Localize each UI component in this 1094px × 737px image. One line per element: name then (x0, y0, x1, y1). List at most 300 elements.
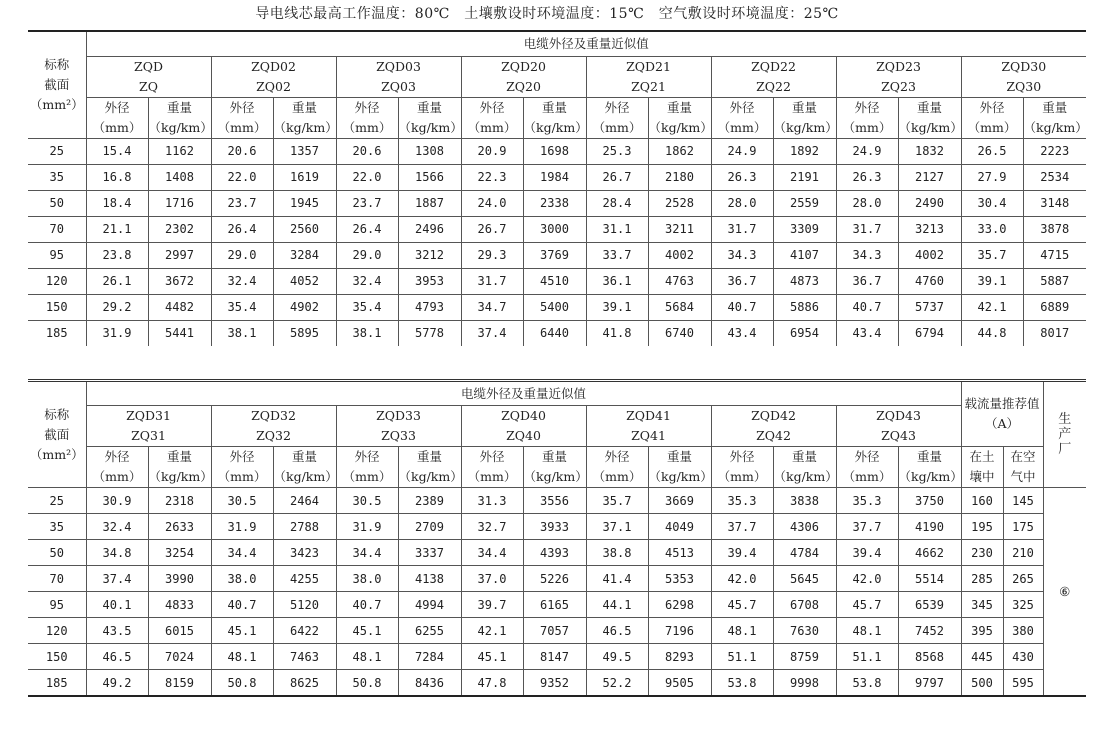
od-subheader (336, 97, 398, 138)
od-subheader-line: 外径 (479, 99, 505, 115)
weight-cell: 1357 (273, 138, 336, 164)
outer-diameter-cell: 32.7 (461, 514, 523, 540)
section-size-cell: 185 (28, 670, 86, 697)
weight-cell: 3990 (148, 566, 211, 592)
weight-cell: 4715 (1023, 242, 1086, 268)
soil-capacity-cell: 195 (961, 514, 1003, 540)
model-header-line: ZQD31 (126, 408, 171, 423)
weight-subheader-line: （kg/km） (148, 119, 213, 135)
outer-diameter-cell: 20.6 (211, 138, 273, 164)
model-header-line: ZQD03 (376, 58, 421, 74)
outer-diameter-cell: 31.3 (461, 488, 523, 514)
row-header-cell (28, 31, 86, 138)
section-size-cell: 70 (28, 216, 86, 242)
weight-subheader (648, 97, 711, 138)
weight-cell: 1887 (398, 190, 461, 216)
od-subheader (461, 447, 523, 488)
weight-cell: 2496 (398, 216, 461, 242)
weight-subheader-line: 重量 (541, 99, 567, 115)
model-header (711, 56, 836, 97)
weight-cell: 4306 (773, 514, 836, 540)
table-row (28, 670, 1086, 697)
outer-diameter-cell: 50.8 (336, 670, 398, 697)
model-header-line: ZQD22 (751, 58, 796, 74)
weight-subheader (273, 447, 336, 488)
outer-diameter-cell: 45.1 (336, 618, 398, 644)
od-subheader-line: （mm） (717, 469, 767, 484)
weight-cell: 5895 (273, 320, 336, 346)
weight-subheader-line: （kg/km） (273, 469, 338, 484)
weight-cell: 2389 (398, 488, 461, 514)
outer-diameter-cell: 27.9 (961, 164, 1023, 190)
weight-cell: 3672 (148, 268, 211, 294)
weight-cell: 3423 (273, 540, 336, 566)
outer-diameter-cell: 31.9 (336, 514, 398, 540)
row-header-line: 标称 (44, 56, 70, 72)
od-subheader-line: （mm） (217, 119, 267, 135)
od-subheader-line: 外径 (354, 99, 380, 115)
model-header-line: ZQD41 (626, 408, 671, 423)
section-size-cell: 150 (28, 644, 86, 670)
outer-diameter-cell: 45.7 (836, 592, 898, 618)
od-subheader (711, 447, 773, 488)
air-capacity-cell: 430 (1003, 644, 1043, 670)
weight-cell: 6165 (523, 592, 586, 618)
outer-diameter-cell: 38.1 (336, 320, 398, 346)
outer-diameter-cell: 26.3 (836, 164, 898, 190)
outer-diameter-cell: 40.7 (711, 294, 773, 320)
weight-cell: 1945 (273, 190, 336, 216)
weight-cell: 2788 (273, 514, 336, 540)
model-header (86, 406, 211, 447)
weight-cell: 3284 (273, 242, 336, 268)
outer-diameter-cell: 31.7 (836, 216, 898, 242)
weight-cell: 9505 (648, 670, 711, 697)
weight-cell: 1892 (773, 138, 836, 164)
outer-diameter-cell: 25.3 (586, 138, 648, 164)
model-header-line: ZQD30 (1001, 58, 1047, 74)
soil-capacity-header-line: 壤中 (969, 469, 995, 484)
weight-subheader (773, 447, 836, 488)
model-header-line: ZQ41 (631, 428, 666, 443)
weight-subheader-line: 重量 (166, 449, 192, 464)
soil-capacity-cell: 445 (961, 644, 1003, 670)
outer-diameter-cell: 45.7 (711, 592, 773, 618)
model-header-line: ZQD33 (376, 408, 421, 423)
od-subheader-line: 外径 (354, 449, 380, 464)
weight-cell: 1308 (398, 138, 461, 164)
model-header-line: ZQ43 (881, 428, 916, 443)
outer-diameter-cell: 29.2 (86, 294, 148, 320)
air-capacity-cell: 210 (1003, 540, 1043, 566)
model-header (836, 406, 961, 447)
weight-cell: 2997 (148, 242, 211, 268)
model-header (711, 406, 836, 447)
model-header-line: ZQ40 (506, 428, 541, 443)
od-subheader (336, 447, 398, 488)
weight-cell: 6794 (898, 320, 961, 346)
od-subheader (461, 97, 523, 138)
od-subheader-line: （mm） (217, 469, 267, 484)
outer-diameter-cell: 44.1 (586, 592, 648, 618)
outer-diameter-cell: 26.7 (461, 216, 523, 242)
model-header-line: ZQD32 (251, 408, 296, 423)
od-subheader-line: 外径 (229, 449, 255, 464)
weight-cell: 3556 (523, 488, 586, 514)
weight-cell: 8568 (898, 644, 961, 670)
section-size-cell: 185 (28, 320, 86, 346)
weight-cell: 8147 (523, 644, 586, 670)
weight-subheader-line: （kg/km） (148, 469, 213, 484)
table-row (28, 164, 1086, 190)
weight-subheader (398, 97, 461, 138)
section-size-cell: 25 (28, 488, 86, 514)
weight-subheader-line: 重量 (666, 99, 692, 115)
weight-cell: 7196 (648, 618, 711, 644)
od-subheader-line: 外径 (229, 99, 255, 115)
weight-subheader-line: 重量 (541, 449, 567, 464)
model-header (336, 56, 461, 97)
outer-diameter-cell: 22.0 (211, 164, 273, 190)
outer-diameter-cell: 34.3 (836, 242, 898, 268)
model-header-line: ZQD21 (626, 58, 671, 74)
weight-cell: 7284 (398, 644, 461, 670)
table-row (28, 268, 1086, 294)
outer-diameter-cell: 49.5 (586, 644, 648, 670)
weight-cell: 9998 (773, 670, 836, 697)
outer-diameter-cell: 41.8 (586, 320, 648, 346)
weight-cell: 4793 (398, 294, 461, 320)
weight-subheader-line: 重量 (917, 449, 943, 464)
soil-capacity-cell: 285 (961, 566, 1003, 592)
model-header-line: ZQ23 (881, 78, 916, 94)
od-subheader-line: （mm） (92, 469, 142, 484)
weight-cell: 6255 (398, 618, 461, 644)
weight-cell: 2559 (773, 190, 836, 216)
outer-diameter-cell: 31.9 (211, 514, 273, 540)
weight-cell: 5226 (523, 566, 586, 592)
model-header (336, 406, 461, 447)
weight-subheader (523, 447, 586, 488)
weight-cell: 2318 (148, 488, 211, 514)
weight-cell: 4833 (148, 592, 211, 618)
weight-cell: 6954 (773, 320, 836, 346)
od-subheader-line: 外径 (854, 449, 880, 464)
weight-cell: 1698 (523, 138, 586, 164)
row-header-line: 截面 (44, 426, 70, 442)
table-row (28, 566, 1086, 592)
model-header-line: ZQ20 (506, 78, 541, 94)
outer-diameter-cell: 45.1 (461, 644, 523, 670)
air-capacity-cell: 595 (1003, 670, 1043, 697)
weight-cell: 6015 (148, 618, 211, 644)
od-subheader (586, 447, 648, 488)
outer-diameter-cell: 37.7 (836, 514, 898, 540)
table-row (28, 320, 1086, 346)
weight-cell: 7452 (898, 618, 961, 644)
weight-cell: 6539 (898, 592, 961, 618)
outer-diameter-cell: 32.4 (211, 268, 273, 294)
outer-diameter-cell: 46.5 (586, 618, 648, 644)
weight-cell: 4482 (148, 294, 211, 320)
weight-cell: 2180 (648, 164, 711, 190)
model-header (211, 406, 336, 447)
outer-diameter-cell: 31.1 (586, 216, 648, 242)
weight-cell: 2223 (1023, 138, 1086, 164)
outer-diameter-cell: 51.1 (711, 644, 773, 670)
weight-cell: 6298 (648, 592, 711, 618)
outer-diameter-cell: 26.4 (211, 216, 273, 242)
weight-cell: 1862 (648, 138, 711, 164)
section-size-cell: 70 (28, 566, 86, 592)
weight-cell: 2490 (898, 190, 961, 216)
weight-cell: 5684 (648, 294, 711, 320)
model-header-line: ZQ31 (131, 428, 166, 443)
weight-cell: 4049 (648, 514, 711, 540)
outer-diameter-cell: 35.7 (586, 488, 648, 514)
weight-cell: 3878 (1023, 216, 1086, 242)
table-row (28, 488, 1086, 514)
weight-subheader-line: 重量 (291, 449, 317, 464)
air-capacity-cell: 380 (1003, 618, 1043, 644)
weight-subheader-line: （kg/km） (648, 469, 713, 484)
weight-subheader (648, 447, 711, 488)
air-capacity-cell: 145 (1003, 488, 1043, 514)
weight-subheader-line: 重量 (666, 449, 692, 464)
outer-diameter-cell: 33.7 (586, 242, 648, 268)
outer-diameter-cell: 36.1 (586, 268, 648, 294)
cable-table-1 (28, 30, 1086, 346)
weight-cell: 3337 (398, 540, 461, 566)
outer-diameter-cell: 22.0 (336, 164, 398, 190)
weight-cell: 6889 (1023, 294, 1086, 320)
weight-cell: 2633 (148, 514, 211, 540)
outer-diameter-cell: 28.0 (711, 190, 773, 216)
weight-cell: 4002 (898, 242, 961, 268)
weight-cell: 4763 (648, 268, 711, 294)
outer-diameter-cell: 39.4 (836, 540, 898, 566)
weight-subheader-line: （kg/km） (398, 119, 463, 135)
outer-diameter-cell: 36.7 (836, 268, 898, 294)
outer-diameter-cell: 23.7 (336, 190, 398, 216)
row-header-line: （mm²） (29, 446, 84, 462)
weight-subheader-line: （kg/km） (773, 119, 838, 135)
outer-diameter-cell: 30.4 (961, 190, 1023, 216)
outer-diameter-cell: 40.1 (86, 592, 148, 618)
od-subheader (836, 97, 898, 138)
manufacturer-header-char: 产 (1058, 427, 1072, 442)
model-header-line: ZQ02 (256, 78, 291, 94)
weight-subheader-line: （kg/km） (523, 119, 588, 135)
weight-cell: 2302 (148, 216, 211, 242)
model-header-line: ZQ30 (1006, 78, 1042, 94)
outer-diameter-cell: 31.7 (711, 216, 773, 242)
weight-subheader-line: 重量 (916, 99, 942, 115)
outer-diameter-cell: 42.1 (961, 294, 1023, 320)
outer-diameter-cell: 37.0 (461, 566, 523, 592)
model-header-line: ZQ42 (756, 428, 791, 443)
outer-diameter-cell: 40.7 (836, 294, 898, 320)
outer-diameter-cell: 29.0 (336, 242, 398, 268)
outer-diameter-cell: 33.0 (961, 216, 1023, 242)
weight-cell: 9352 (523, 670, 586, 697)
model-header-line: ZQD02 (251, 58, 296, 74)
row-header-cell (28, 381, 86, 488)
air-capacity-header-line: 气中 (1010, 469, 1036, 484)
model-header-line: ZQ32 (256, 428, 291, 443)
outer-diameter-cell: 34.4 (211, 540, 273, 566)
capacity-header-line: （A） (985, 416, 1020, 431)
outer-diameter-cell: 34.4 (336, 540, 398, 566)
outer-diameter-cell: 23.8 (86, 242, 148, 268)
weight-cell: 5353 (648, 566, 711, 592)
weight-cell: 3212 (398, 242, 461, 268)
outer-diameter-cell: 52.2 (586, 670, 648, 697)
weight-cell: 2560 (273, 216, 336, 242)
air-capacity-cell: 325 (1003, 592, 1043, 618)
section-size-cell: 50 (28, 540, 86, 566)
outer-diameter-cell: 29.3 (461, 242, 523, 268)
outer-diameter-cell: 37.4 (86, 566, 148, 592)
od-subheader-line: 外径 (104, 449, 130, 464)
od-subheader-line: （mm） (467, 119, 517, 135)
outer-diameter-cell: 38.1 (211, 320, 273, 346)
weight-cell: 8017 (1023, 320, 1086, 346)
air-capacity-cell: 265 (1003, 566, 1043, 592)
section-title: 电缆外径及重量近似值 (86, 31, 1086, 56)
weight-cell: 3838 (773, 488, 836, 514)
soil-capacity-cell: 160 (961, 488, 1003, 514)
section-size-cell: 120 (28, 268, 86, 294)
od-subheader-line: （mm） (717, 119, 767, 135)
od-subheader-line: （mm） (842, 119, 892, 135)
weight-cell: 7463 (273, 644, 336, 670)
outer-diameter-cell: 40.7 (336, 592, 398, 618)
od-subheader-line: （mm） (967, 119, 1017, 135)
outer-diameter-cell: 45.1 (211, 618, 273, 644)
od-subheader-line: 外径 (479, 449, 505, 464)
outer-diameter-cell: 47.8 (461, 670, 523, 697)
outer-diameter-cell: 42.1 (461, 618, 523, 644)
outer-diameter-cell: 31.9 (86, 320, 148, 346)
table-caption: 导电线芯最高工作温度：80℃ 土壤敷设时环境温度：15℃ 空气敷设时环境温度：25℃ (255, 6, 839, 22)
section-size-cell: 95 (28, 242, 86, 268)
weight-cell: 3750 (898, 488, 961, 514)
weight-cell: 8625 (273, 670, 336, 697)
outer-diameter-cell: 20.9 (461, 138, 523, 164)
model-header-line: ZQ33 (381, 428, 416, 443)
outer-diameter-cell: 43.5 (86, 618, 148, 644)
outer-diameter-cell: 43.4 (836, 320, 898, 346)
model-header (461, 406, 586, 447)
model-header-line: ZQ21 (631, 78, 666, 94)
outer-diameter-cell: 34.4 (461, 540, 523, 566)
outer-diameter-cell: 39.4 (711, 540, 773, 566)
outer-diameter-cell: 38.0 (211, 566, 273, 592)
outer-diameter-cell: 24.9 (711, 138, 773, 164)
section-size-cell: 25 (28, 138, 86, 164)
outer-diameter-cell: 34.7 (461, 294, 523, 320)
od-subheader-line: 外径 (104, 99, 130, 115)
outer-diameter-cell: 32.4 (336, 268, 398, 294)
weight-subheader-line: 重量 (166, 99, 192, 115)
section-size-cell: 95 (28, 592, 86, 618)
model-header-line: ZQ (139, 78, 158, 94)
weight-cell: 1984 (523, 164, 586, 190)
soil-capacity-header-line: 在土 (969, 449, 995, 464)
weight-subheader (898, 97, 961, 138)
od-subheader-line: （mm） (342, 119, 392, 135)
table-row (28, 514, 1086, 540)
od-subheader-line: 外径 (979, 99, 1005, 115)
weight-cell: 5778 (398, 320, 461, 346)
weight-cell: 7024 (148, 644, 211, 670)
weight-cell: 5887 (1023, 268, 1086, 294)
outer-diameter-cell: 49.2 (86, 670, 148, 697)
weight-cell: 2534 (1023, 164, 1086, 190)
table-row (28, 138, 1086, 164)
table-row (28, 216, 1086, 242)
weight-subheader (398, 447, 461, 488)
outer-diameter-cell: 35.3 (711, 488, 773, 514)
weight-cell: 8159 (148, 670, 211, 697)
outer-diameter-cell: 51.1 (836, 644, 898, 670)
outer-diameter-cell: 30.5 (211, 488, 273, 514)
weight-cell: 1619 (273, 164, 336, 190)
weight-cell: 5514 (898, 566, 961, 592)
outer-diameter-cell: 29.0 (211, 242, 273, 268)
weight-subheader-line: （kg/km） (1023, 119, 1088, 135)
table-row (28, 190, 1086, 216)
weight-cell: 5120 (273, 592, 336, 618)
weight-cell: 3254 (148, 540, 211, 566)
weight-subheader-line: （kg/km） (273, 119, 338, 135)
od-subheader (586, 97, 648, 138)
weight-cell: 4873 (773, 268, 836, 294)
weight-cell: 4393 (523, 540, 586, 566)
manufacturer-header-char: 生 (1058, 412, 1072, 427)
outer-diameter-cell: 35.7 (961, 242, 1023, 268)
outer-diameter-cell: 16.8 (86, 164, 148, 190)
model-header-line: ZQD42 (751, 408, 796, 423)
outer-diameter-cell: 35.3 (836, 488, 898, 514)
weight-subheader-line: （kg/km） (898, 469, 963, 484)
capacity-header (961, 381, 1043, 447)
weight-cell: 8436 (398, 670, 461, 697)
outer-diameter-cell: 34.3 (711, 242, 773, 268)
weight-subheader-line: 重量 (416, 99, 442, 115)
weight-subheader (898, 447, 961, 488)
weight-cell: 2464 (273, 488, 336, 514)
table-row (28, 294, 1086, 320)
outer-diameter-cell: 36.7 (711, 268, 773, 294)
model-header-line: ZQD (134, 58, 163, 74)
outer-diameter-cell: 28.0 (836, 190, 898, 216)
model-header (586, 406, 711, 447)
weight-cell: 3213 (898, 216, 961, 242)
od-subheader-line: （mm） (342, 469, 392, 484)
table-row (28, 242, 1086, 268)
outer-diameter-cell: 34.8 (86, 540, 148, 566)
weight-cell: 6740 (648, 320, 711, 346)
weight-cell: 3769 (523, 242, 586, 268)
weight-cell: 5645 (773, 566, 836, 592)
weight-cell: 2338 (523, 190, 586, 216)
section-size-cell: 35 (28, 164, 86, 190)
weight-cell: 6422 (273, 618, 336, 644)
section-size-cell: 120 (28, 618, 86, 644)
soil-capacity-cell: 230 (961, 540, 1003, 566)
